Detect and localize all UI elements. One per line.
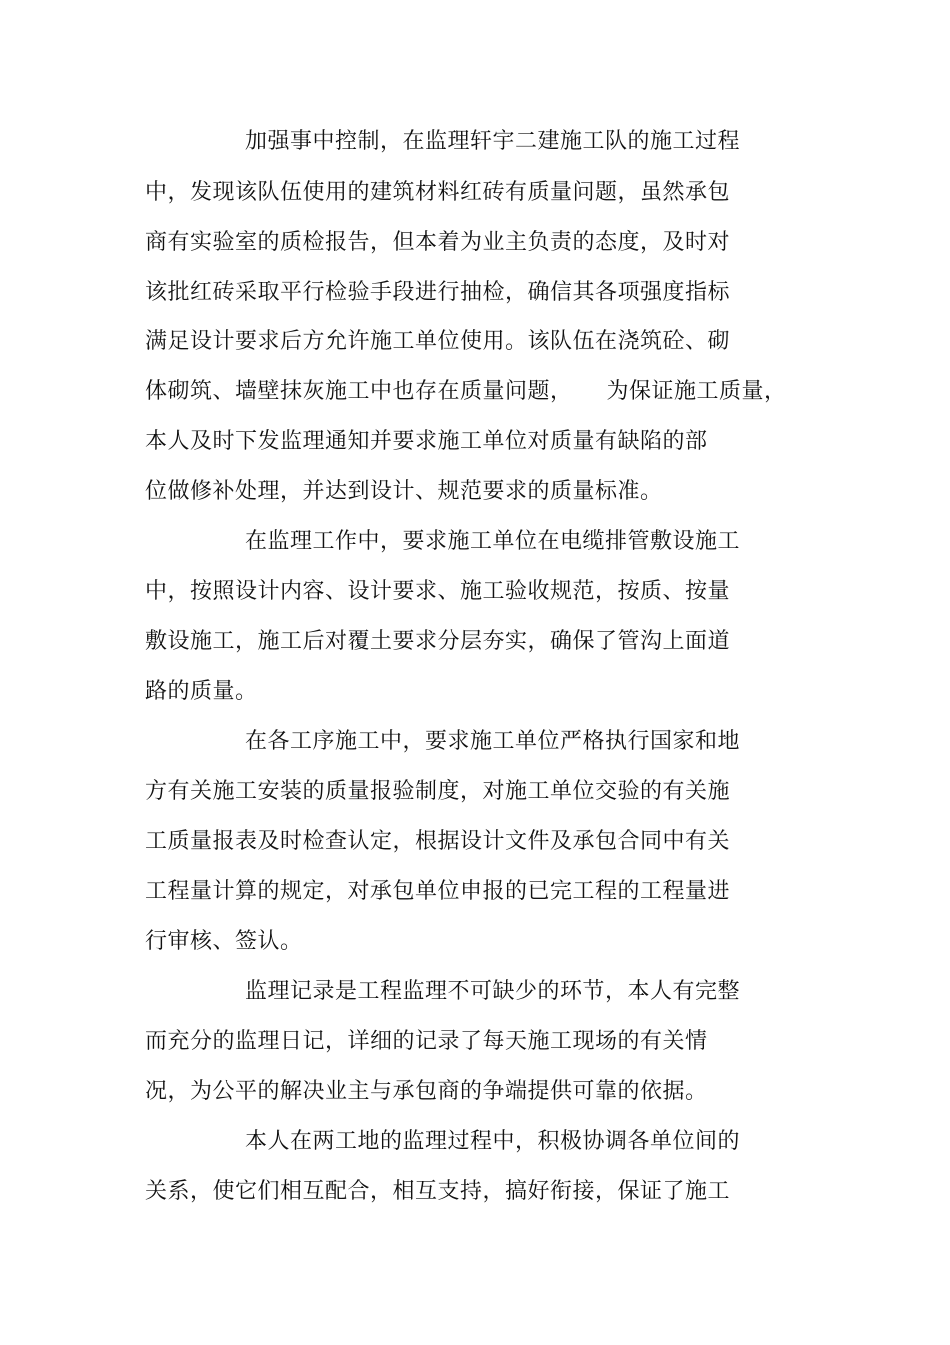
paragraph-3-line-4: 工程量计算的规定，对承包单位申报的已完工程的工程量进 [145, 879, 731, 904]
paragraph-3-line-2: 方有关施工安装的质量报验制度，对施工单位交验的有关施 [145, 779, 731, 804]
paragraph-4-line-3: 况，为公平的解决业主与承包商的争端提供可靠的依据。 [145, 1079, 708, 1104]
paragraph-2-line-4: 路的质量。 [145, 679, 258, 704]
paragraph-2-line-2: 中，按照设计内容、设计要求、施工验收规范，按质、按量 [145, 579, 731, 604]
paragraph-1-line-5: 满足设计要求后方允许施工单位使用。该队伍在浇筑砼、砌 [145, 329, 731, 354]
paragraph-1-line-7: 本人及时下发监理通知并要求施工单位对质量有缺陷的部 [145, 429, 708, 454]
paragraph-4-line-2: 而充分的监理日记，详细的记录了每天施工现场的有关情 [145, 1029, 708, 1054]
paragraph-1-line-8: 位做修补处理，并达到设计、规范要求的质量标准。 [145, 479, 663, 504]
paragraph-1-line-2: 中，发现该队伍使用的建筑材料红砖有质量问题，虽然承包 [145, 180, 731, 205]
paragraph-1-line-1: 加强事中控制，在监理轩宇二建施工队的施工过程 [245, 129, 741, 154]
paragraph-3-line-3: 工质量报表及时检查认定，根据设计文件及承包合同中有关 [145, 829, 731, 854]
paragraph-3-line-5: 行审核、签认。 [145, 929, 303, 954]
paragraph-2-line-1: 在监理工作中，要求施工单位在电缆排管敷设施工 [245, 529, 741, 554]
paragraph-1-line-3: 商有实验室的质检报告，但本着为业主负责的态度，及时对 [145, 230, 731, 255]
paragraph-5-line-1: 本人在两工地的监理过程中，积极协调各单位间的 [245, 1129, 741, 1154]
paragraph-1-line-6: 体砌筑、墙壁抹灰施工中也存在质量问题， 为保证施工质量， [145, 379, 787, 404]
paragraph-4-line-1: 监理记录是工程监理不可缺少的环节，本人有完整 [245, 979, 741, 1004]
paragraph-5-line-2: 关系，使它们相互配合，相互支持，搞好衔接，保证了施工 [145, 1179, 731, 1204]
paragraph-3-line-1: 在各工序施工中，要求施工单位严格执行国家和地 [245, 729, 741, 754]
paragraph-1-line-4: 该批红砖采取平行检验手段进行抽检，确信其各项强度指标 [145, 280, 731, 305]
paragraph-2-line-3: 敷设施工，施工后对覆土要求分层夯实，确保了管沟上面道 [145, 629, 731, 654]
